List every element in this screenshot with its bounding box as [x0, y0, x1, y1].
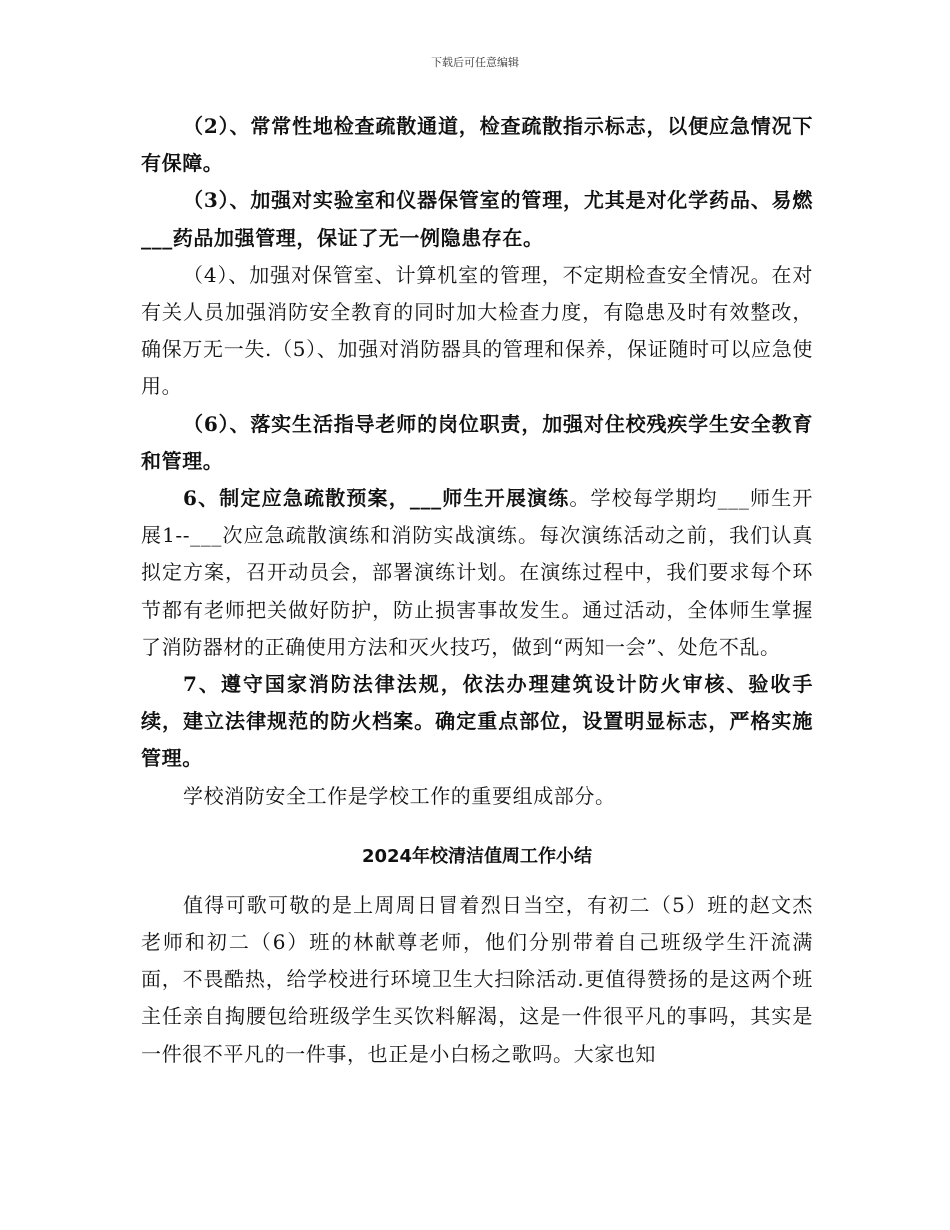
paragraph-item-2: （2）、常常性地检查疏散通道，检查疏散指示标志，以便应急情况下有保障。 — [141, 114, 813, 176]
page-header: 下载后可任意编辑 — [431, 56, 519, 69]
document-body — [141, 108, 813, 1073]
section-paragraph: 值得可歌可敬的是上周周日冒着烈日当空，有初二（5）班的赵文杰老师和初二（6）班的林献尊老师，他们分别带着自己班级学生汗流满面，不畏酷热，给学校进行环境卫生大扫除活动.更值得赞扬的是这两个班主任亲自掏腰包给班级学生买饮料解渴，这是一件很平凡的事吗，其实是一件很不平凡的一件事，也正是小白杨之歌吗。大家也知 — [141, 892, 813, 1066]
paragraph-item-3: （3）、加强对实验室和仪器保管室的管理，尤其是对化学药品、易燃___药品加强管理，保证了无一例隐患存在。 — [141, 188, 813, 250]
paragraph-evacuation-plan — [141, 480, 813, 666]
paragraph-evacuation-heading: 6、制定应急疏散预案，___师生开展演练 — [183, 486, 570, 511]
paragraph-item-4-5: （4）、加强对保管室、计算机室的管理，不定期检查安全情况。在对有关人员加强消防安全教育的同时加大检查力度，有隐患及时有效整改，确保万无一失.（5）、加强对消防器具的管理和保养，保证随时可以应急使用。 — [141, 262, 813, 399]
paragraph-fire-law: 7、遵守国家消防法律法规，依法办理建筑设计防火审核、验收手续，建立法律规范的防火档案。确定重点部位，设置明显标志，严格实施管理。 — [141, 672, 813, 771]
section-title: 2024年校清洁值周工作小结 — [361, 845, 593, 867]
paragraph-summary: 学校消防安全工作是学校工作的重要组成部分。 — [183, 783, 616, 808]
paragraph-evacuation-body: 。学校每学期均___师生开展1--___次应急疏散演练和消防实战演练。每次演练活动之前，我们认真拟定方案，召开动员会，部署演练计划。在演练过程中，我们要求每个环节都有老师把关做好防护，防止损害事故发生。通过活动，全体师生掌握了消防器材的正确使用方法和灭火技巧，做到“两知一会”、处危不乱。 — [141, 486, 813, 659]
paragraph-item-6: （6）、落实生活指导老师的岗位职责，加强对住校残疾学生安全教育和管理。 — [141, 411, 813, 473]
